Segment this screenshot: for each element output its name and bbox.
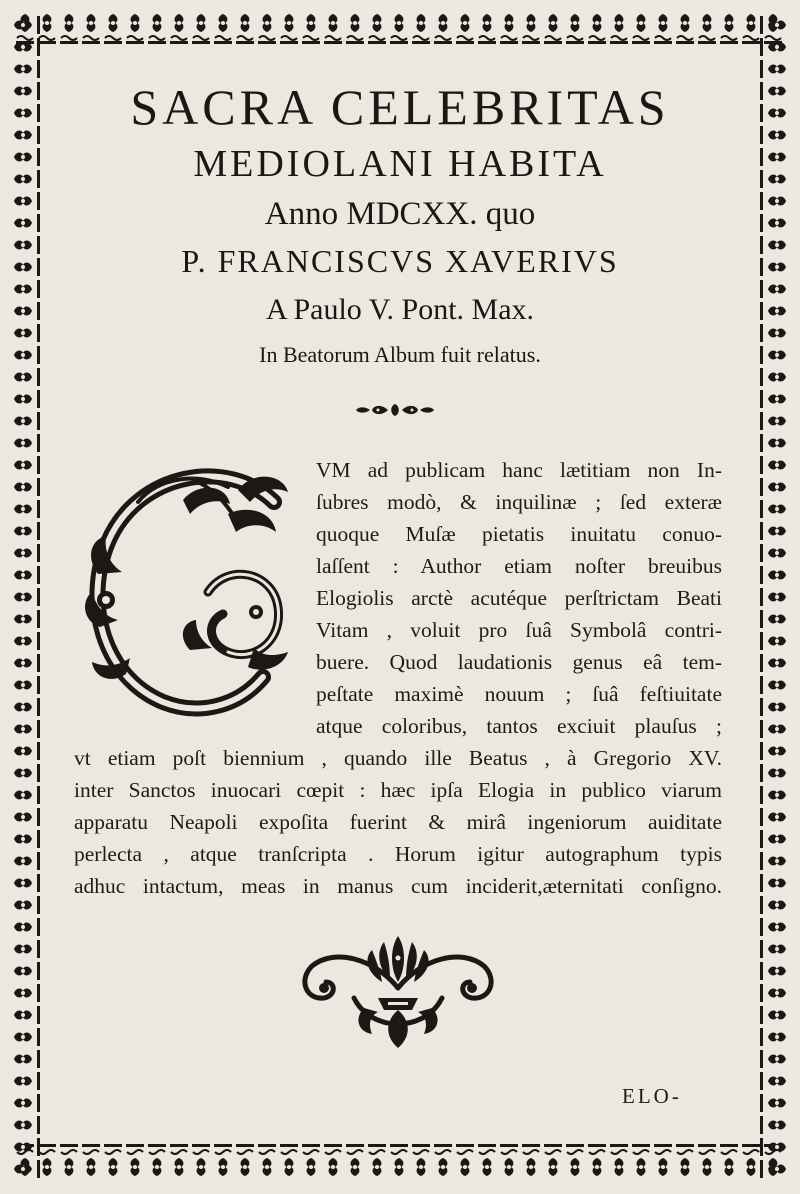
paragraph-line: peſtate maximè nouum ; ſuâ feſtiuitate	[316, 682, 722, 706]
fleuron-icon	[352, 400, 438, 420]
paragraph-line: quoque Muſæ pietatis inuitatu conuo-	[316, 522, 722, 546]
page-title-line-3: Anno MDCXX. quo	[264, 196, 536, 232]
floral-border-icon	[14, 1142, 786, 1182]
paragraph-line: adhuc intactum, meas in manus cum inciderit,æternitati conſigno.	[74, 874, 722, 898]
paragraph-line: VM ad publicam hanc lætitiam non In-	[316, 458, 722, 482]
paragraph-line: inter Sanctos inuocari cœpit : hæc ipſa Elogia in publico viarum	[74, 778, 722, 802]
page-title-line-2: MEDIOLANI HABITA	[193, 143, 607, 185]
tailpiece-ornament-icon	[294, 928, 502, 1052]
paragraph-line: laſſent : Author etiam noſter breuibus	[316, 554, 722, 578]
paragraph-line: ſubres modò, & inquilinæ ; ſed exteræ	[316, 490, 722, 514]
ornamental-initial-c-icon	[78, 462, 300, 720]
page-title-line-4: P. FRANCISCVS XAVERIVS	[181, 243, 619, 279]
page-title-line-5: A Paulo V. Pont. Max.	[265, 293, 535, 326]
page-title-line-1: SACRA CELEBRITAS	[130, 79, 670, 135]
catchword: ELO-	[622, 1084, 682, 1108]
floral-border-icon	[14, 10, 786, 46]
paragraph-line: vt etiam poſt biennium , quando ille Beatus , à Gregorio XV.	[74, 746, 722, 770]
paragraph-line: atque coloribus, tantos exciuit plauſus ;	[316, 714, 722, 738]
floral-border-icon	[756, 14, 790, 1180]
page-subtitle: In Beatorum Album fuit relatus.	[259, 342, 541, 367]
paragraph-line: perlecta , atque tranſcripta . Horum igitur autographum typis	[74, 842, 722, 866]
paragraph-line: apparatu Neapoli expoſita fuerint & mirâ ingeniorum auiditate	[74, 810, 722, 834]
paragraph-line: Elogiolis arctè acutéque perſtrictam Beati	[316, 586, 722, 610]
floral-border-icon	[10, 14, 44, 1180]
paragraph-line: Vitam , voluit pro ſuâ Symbolâ contri-	[316, 618, 722, 642]
paragraph-line: buere. Quod laudationis genus eâ tem-	[316, 650, 722, 674]
